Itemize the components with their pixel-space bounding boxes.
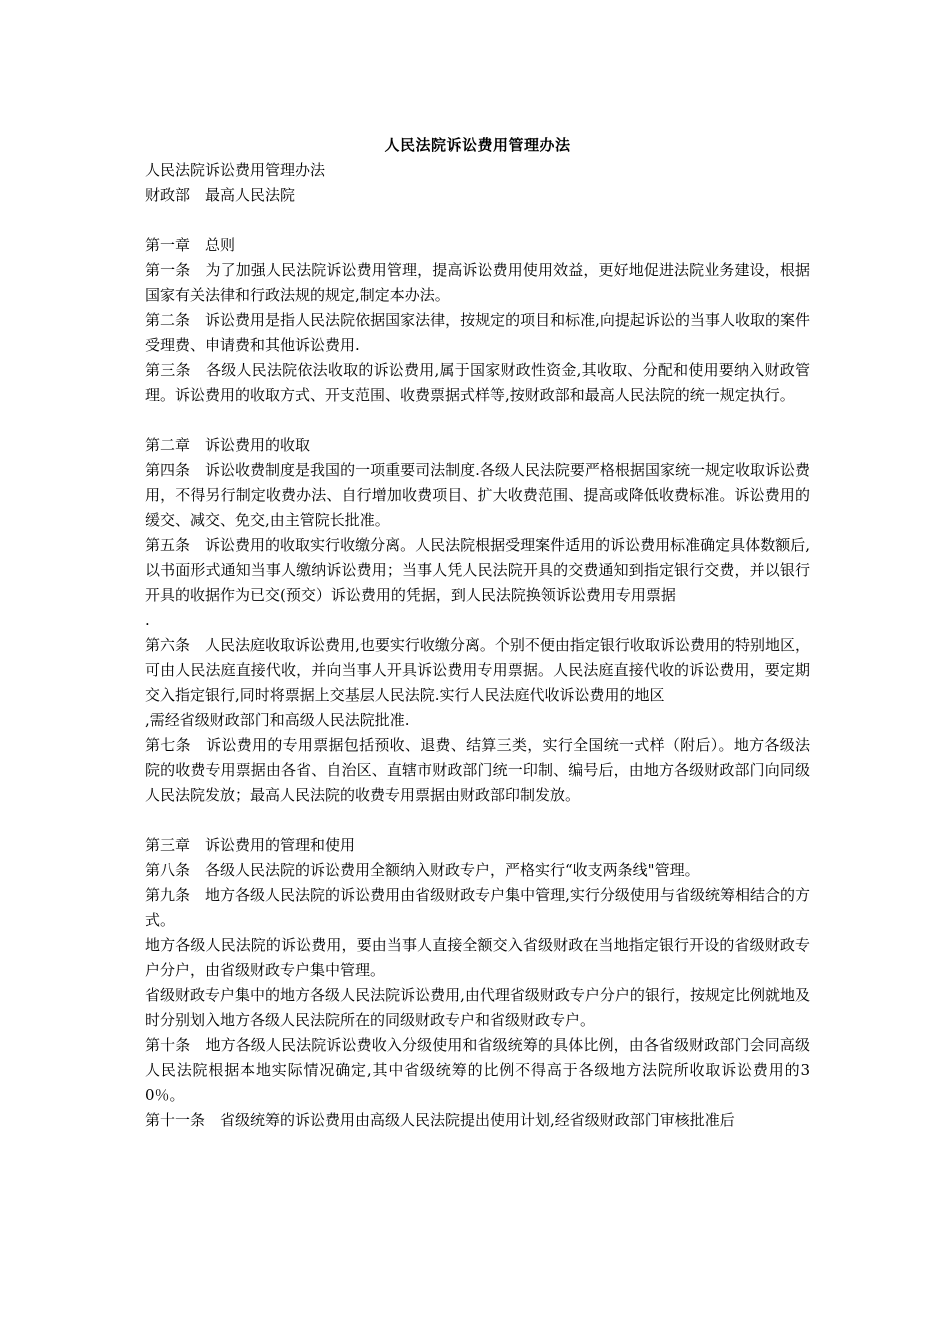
article-paragraph: 第十条 地方各级人民法院诉讼费收入分级使用和省级统筹的具体比例，由各省级财政部门会同高级人民法院根据本地实际情况确定,其中省级统筹的比例不得高于各级地方法院所收取诉讼费用的30％。 xyxy=(145,1036,810,1104)
paragraph: 财政部 最高人民法院 xyxy=(145,186,296,204)
blank-line xyxy=(145,408,810,433)
article-paragraph: 第七条 诉讼费用的专用票据包括预收、退费、结算三类，实行全国统一式样（附后）。地方各级法院的收费专用票据由各省、自治区、直辖市财政部门统一印制、编号后，由地方各级财政部门向同级人民法院发放；最高人民法院的收费专用票据由财政部印制发放。 xyxy=(145,736,810,804)
article-paragraph: 第十一条 省级统筹的诉讼费用由高级人民法院提出使用计划,经省级财政部门审核批准后 xyxy=(145,1111,735,1129)
document-body xyxy=(145,133,810,1133)
chapter-heading: 第三章 诉讼费用的管理和使用 xyxy=(145,836,356,854)
paragraph: . xyxy=(145,611,150,629)
blank-line xyxy=(145,208,810,233)
article-paragraph: 第三条 各级人民法院依法收取的诉讼费用,属于国家财政性资金,其收取、分配和使用要纳入财政管理。诉讼费用的收取方式、开支范围、收费票据式样等,按财政部和最高人民法院的统一规定执行。 xyxy=(145,361,810,404)
paragraph: 省级财政专户集中的地方各级人民法院诉讼费用,由代理省级财政专户分户的银行，按规定比例就地及时分别划入地方各级人民法院所在的同级财政专户和省级财政专户。 xyxy=(145,986,810,1029)
article-paragraph: 第五条 诉讼费用的收取实行收缴分离。人民法院根据受理案件适用的诉讼费用标准确定具体数额后,以书面形式通知当事人缴纳诉讼费用；当事人凭人民法院开具的交费通知到指定银行交费，并以银行开具的收据作为已交(预交）诉讼费用的凭据，到人民法院换领诉讼费用专用票据 xyxy=(145,536,810,604)
blank-line xyxy=(145,808,810,833)
paragraph: ,需经省级财政部门和高级人民法院批准. xyxy=(145,711,410,729)
paragraph: 人民法院诉讼费用管理办法 xyxy=(145,161,326,179)
article-paragraph: 第一条 为了加强人民法院诉讼费用管理，提高诉讼费用使用效益，更好地促进法院业务建设，根据国家有关法律和行政法规的规定,制定本办法。 xyxy=(145,261,810,304)
article-paragraph: 第二条 诉讼费用是指人民法院依据国家法律，按规定的项目和标准,向提起诉讼的当事人收取的案件受理费、申请费和其他诉讼费用. xyxy=(145,311,810,354)
document-lines xyxy=(145,158,810,1133)
chapter-heading: 第一章 总则 xyxy=(145,236,236,254)
article-paragraph: 第六条 人民法庭收取诉讼费用,也要实行收缴分离。个别不便由指定银行收取诉讼费用的特别地区，可由人民法庭直接代收，并向当事人开具诉讼费用专用票据。人民法庭直接代收的诉讼费用，要定期交入指定银行,同时将票据上交基层人民法院.实行人民法庭代收诉讼费用的地区 xyxy=(145,636,810,704)
chapter-heading: 第二章 诉讼费用的收取 xyxy=(145,436,311,454)
article-paragraph: 第四条 诉讼收费制度是我国的一项重要司法制度.各级人民法院要严格根据国家统一规定收取诉讼费用，不得另行制定收费办法、自行增加收费项目、扩大收费范围、提高或降低收费标准。诉讼费用的缓交、减交、免交,由主管院长批准。 xyxy=(145,461,810,529)
article-paragraph: 第八条 各级人民法院的诉讼费用全额纳入财政专户，严格实行“收支两条线"管理。 xyxy=(145,861,700,879)
document-title: 人民法院诉讼费用管理办法 xyxy=(384,136,571,154)
paragraph: 地方各级人民法院的诉讼费用，要由当事人直接全额交入省级财政在当地指定银行开设的省级财政专户分户，由省级财政专户集中管理。 xyxy=(145,936,810,979)
article-paragraph: 第九条 地方各级人民法院的诉讼费用由省级财政专户集中管理,实行分级使用与省级统筹相结合的方式。 xyxy=(145,886,810,929)
